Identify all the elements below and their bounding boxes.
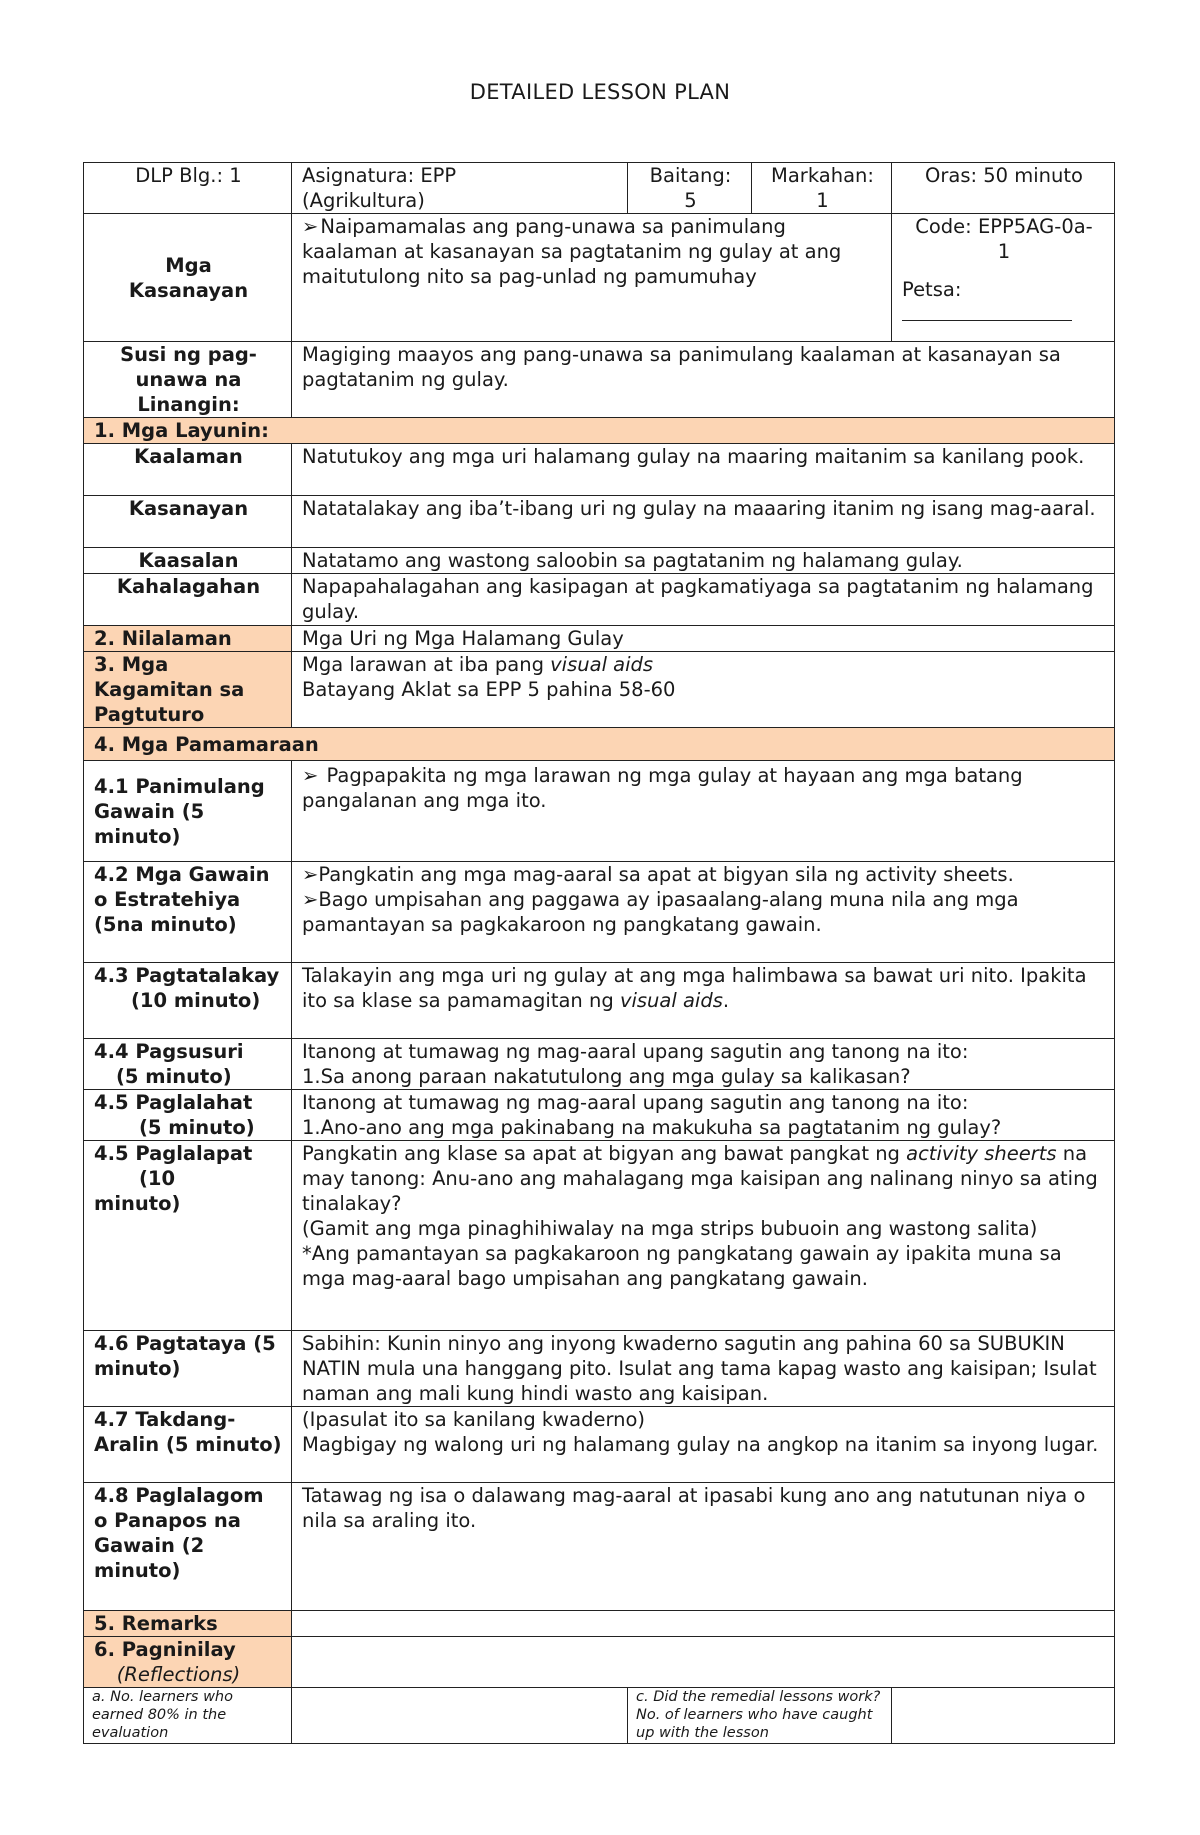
layunin-row-kahalagahan: [84, 574, 1115, 626]
code-line-1: Code: EPP5AG-0a-: [915, 215, 1093, 238]
kasanayan-row: [84, 214, 1115, 342]
arrow-bullet-icon: ➢: [302, 863, 319, 886]
step-4-5b-text-a: Pangkatin ang klase sa apat at bigyan ang bawat pangkat ng: [302, 1142, 907, 1165]
pagninilay-reflections-label: (Reflections): [116, 1663, 241, 1686]
nilalaman-text: Mga Uri ng Mga Halamang Gulay: [292, 626, 1115, 652]
step-4-2-line-2: [302, 887, 1106, 937]
step-4-3-text: Talakayin ang mga uri ng gulay at ang mga halimbawa sa bawat uri nito. Ipakita ito sa klase sa pamamagitan ng: [302, 964, 1087, 1012]
step-4-2-line-1-text: Pangkatin ang mga mag-aaral sa apat at bigyan sila ng activity sheets.: [318, 863, 1014, 886]
remarks-row: [84, 1611, 1115, 1637]
kasanayan-label: [84, 214, 292, 342]
step-4-5b-para-3: *Ang pamantayan sa pagkakaroon ng pangkatang gawain ay ipakita muna sa mga mag-aaral bago umpisahan ang pangkatang gawain.: [302, 1242, 1062, 1290]
pagninilay-label: 6. Pagninilay: [94, 1638, 236, 1661]
step-4-4-label: [84, 1039, 292, 1090]
reflection-a-label: a. No. learners who earned 80% in the evaluation: [84, 1688, 292, 1744]
step-4-1-text-cell: [292, 761, 1115, 862]
kagamitan-line-1-text: Mga larawan at iba pang: [302, 653, 551, 676]
step-4-7-line-2: Magbigay ng walong uri ng halamang gulay na angkop na itanim sa inyong lugar.: [302, 1433, 1099, 1456]
step-4-7-label: 4.7 Takdang-Aralin (5 minuto): [84, 1407, 292, 1483]
step-4-2-line-2-text: Bago umpisahan ang paggawa ay ipasaalang-alang muna nila ang mga pamantayan sa pagkakaroon ng pangkatang gawain.: [302, 888, 1019, 936]
step-4-5-text-cell: [292, 1090, 1115, 1141]
step-4-1-label: 4.1 Panimulang Gawain (5 minuto): [84, 761, 292, 862]
step-4-5b-label-line-1: 4.5 Paglalapat: [94, 1142, 253, 1165]
step-4-5-line-1: Itanong at tumawag ng mag-aaral upang sagutin ang tanong na ito:: [302, 1091, 969, 1114]
nilalaman-label: 2. Nilalaman: [84, 626, 292, 652]
baitang-label: Baitang:: [649, 164, 732, 187]
step-4-2-line-1: [302, 862, 1106, 887]
step-4-4-line-1: Itanong at tumawag ng mag-aaral upang sagutin ang tanong na ito:: [302, 1040, 969, 1063]
step-4-3-label-line-2: (10 minuto): [131, 989, 261, 1012]
step-4-4-label-line-2: (5 minuto): [116, 1065, 232, 1088]
reflection-c-value: [892, 1688, 1115, 1744]
step-4-5b-text-c: na may tanong: Anu-ano ang mahalagang mga kaisipan ang nalinang ninyo sa ating tinalakay?: [302, 1142, 1098, 1215]
step-4-3-row: [84, 963, 1115, 1039]
step-4-5b-label-line-2: (10: [139, 1167, 176, 1190]
petsa-blank-line: [902, 314, 1072, 321]
kaalaman-text: Natutukoy ang mga uri halamang gulay na maaring maitanim sa kanilang pook.: [292, 444, 1115, 496]
kagamitan-line-2: Batayang Aklat sa EPP 5 pahina 58-60: [302, 678, 676, 701]
lesson-plan-table: [83, 162, 1115, 1744]
kasanayan-label-line-2: Kasanayan: [128, 278, 249, 302]
step-4-5b-activity-sheets: activity sheerts: [906, 1142, 1057, 1165]
step-4-5b-text-cell: [292, 1141, 1115, 1331]
code-line-2: 1: [997, 240, 1011, 263]
reflection-a-value: [292, 1688, 628, 1744]
step-4-5b-para-2: (Gamit ang mga pinaghihiwalay na mga strips bubuoin ang wastong salita): [302, 1217, 1038, 1240]
step-4-7-line-1: (Ipasulat ito sa kanilang kwaderno): [302, 1408, 646, 1431]
kasanayan-label-line-1: Mga: [165, 253, 212, 277]
kagamitan-text-cell: [292, 652, 1115, 728]
step-4-5b-para-1: [302, 1141, 1106, 1216]
nilalaman-row: [84, 626, 1115, 652]
kaasalan-label: Kaasalan: [84, 548, 292, 574]
kagamitan-line-1: [302, 652, 1106, 677]
kasanayan-objective-label: Kasanayan: [84, 496, 292, 548]
document-title: DETAILED LESSON PLAN: [469, 80, 731, 104]
petsa-label: Petsa:: [902, 278, 962, 301]
kahalagahan-text: Napapahalagahan ang kasipagan at pagkamatiyaga sa pagtatanim ng halamang gulay.: [292, 574, 1115, 626]
step-4-5-label-line-1: 4.5 Paglalahat: [94, 1091, 253, 1114]
dlp-number: DLP Blg.: 1: [84, 163, 292, 214]
markahan-cell: [752, 163, 892, 214]
asignatura-line-2: (Agrikultura): [302, 189, 425, 212]
kasanayan-text: Naipamamalas ang pang-unawa sa panimulang kaalaman at kasanayan sa pagtatanim ng gulay at ang maitutulong nito sa pag-unlad ng pamumuhay: [302, 215, 842, 288]
layunin-row-kaasalan: [84, 548, 1115, 574]
step-4-6-row: [84, 1331, 1115, 1407]
pagninilay-label-cell: [84, 1637, 292, 1688]
step-4-4-row: [84, 1039, 1115, 1090]
step-4-1-row: [84, 761, 1115, 862]
asignatura-line-1: Asignatura: EPP: [302, 164, 457, 187]
kaasalan-text: Natatamo ang wastong saloobin sa pagtatanim ng halamang gulay.: [292, 548, 1115, 574]
susi-text: Magiging maayos ang pang-unawa sa panimulang kaalaman at kasanayan sa pagtatanim ng gulay.: [292, 342, 1115, 418]
kagamitan-visual-aids: visual aids: [550, 653, 654, 676]
kagamitan-row: [84, 652, 1115, 728]
kasanayan-objective-text: Natatalakay ang iba’t-ibang uri ng gulay na maaaring itanim ng isang mag-aaral.: [292, 496, 1115, 548]
step-4-5-label-line-2: (5 minuto): [139, 1116, 255, 1139]
step-4-5b-row: [84, 1141, 1115, 1331]
kasanayan-text-cell: [292, 214, 892, 342]
asignatura-cell: [292, 163, 628, 214]
remarks-value: [292, 1611, 1115, 1637]
step-4-8-text: Tatawag ng isa o dalawang mag-aaral at ipasabi kung ano ang natutunan niya o nila sa araling ito.: [292, 1483, 1115, 1611]
arrow-bullet-icon: ➢: [302, 888, 319, 911]
baitang-value: 5: [684, 189, 697, 212]
kaalaman-label: Kaalaman: [84, 444, 292, 496]
step-4-2-row: [84, 862, 1115, 963]
susi-row: [84, 342, 1115, 418]
pagninilay-row: [84, 1637, 1115, 1688]
step-4-5b-label: [84, 1141, 292, 1331]
baitang-cell: [628, 163, 752, 214]
layunin-row-kasanayan: [84, 496, 1115, 548]
pamamaraan-heading-row: [84, 728, 1115, 761]
step-4-1-text: Pagpapakita ng mga larawan ng mga gulay at hayaan ang mga batang pangalanan ang mga ito.: [302, 764, 1023, 812]
step-4-8-label: 4.8 Paglalagom o Panapos na Gawain (2 minuto): [84, 1483, 292, 1611]
step-4-4-label-line-1: 4.4 Pagsusuri: [94, 1040, 244, 1063]
arrow-bullet-icon: ➢: [302, 764, 319, 787]
step-4-5-line-2: 1.Ano-ano ang mga pakinabang na makukuha sa pagtatanim ng gulay?: [302, 1116, 1002, 1139]
kahalagahan-label: Kahalagahan: [84, 574, 292, 626]
step-4-2-text-cell: [292, 862, 1115, 963]
code-cell: [892, 214, 1115, 342]
step-4-5-label: [84, 1090, 292, 1141]
header-row: [84, 163, 1115, 214]
oras-cell: Oras: 50 minuto: [892, 163, 1115, 214]
step-4-3-text-cell: [292, 963, 1115, 1039]
arrow-bullet-icon: ➢: [302, 215, 319, 238]
step-4-3-visual-aids: visual aids: [619, 989, 723, 1012]
layunin-row-kaalaman: [84, 444, 1115, 496]
step-4-6-label: 4.6 Pagtataya (5 minuto): [84, 1331, 292, 1407]
remarks-label: 5. Remarks: [84, 1611, 292, 1637]
step-4-3-period: .: [722, 989, 730, 1012]
pagninilay-value: [292, 1637, 1115, 1688]
step-4-4-text-cell: [292, 1039, 1115, 1090]
reflection-c-label: c. Did the remedial lessons work? No. of learners who have caught up with the lesson: [628, 1688, 892, 1744]
step-4-4-line-2: 1.Sa anong paraan nakatutulong ang mga gulay sa kalikasan?: [302, 1065, 911, 1088]
markahan-value: 1: [816, 189, 829, 212]
step-4-2-label: 4.2 Mga Gawain o Estratehiya (5na minuto): [84, 862, 292, 963]
step-4-7-row: [84, 1407, 1115, 1483]
step-4-3-label-line-1: 4.3 Pagtatalakay: [94, 964, 280, 987]
step-4-7-text-cell: [292, 1407, 1115, 1483]
layunin-heading-row: [84, 418, 1115, 444]
pamamaraan-heading: 4. Mga Pamamaraan: [84, 728, 1115, 761]
kagamitan-label: 3. Mga Kagamitan sa Pagtuturo: [84, 652, 292, 728]
step-4-8-row: [84, 1483, 1115, 1611]
susi-label: Susi ng pag-unawa na Linangin:: [84, 342, 292, 418]
reflection-row: [84, 1688, 1115, 1744]
step-4-5-row: [84, 1090, 1115, 1141]
markahan-label: Markahan:: [771, 164, 874, 187]
step-4-6-text: Sabihin: Kunin ninyo ang inyong kwaderno sagutin ang pahina 60 sa SUBUKIN NATIN mula una hanggang pito. Isulat ang tama kapag wasto ang kaisipan; Isulat naman ang mali kung hindi wasto ang kaisipan.: [292, 1331, 1115, 1407]
layunin-heading: 1. Mga Layunin:: [84, 418, 1115, 444]
step-4-3-label: [84, 963, 292, 1039]
step-4-5b-label-line-3: minuto): [94, 1192, 181, 1215]
